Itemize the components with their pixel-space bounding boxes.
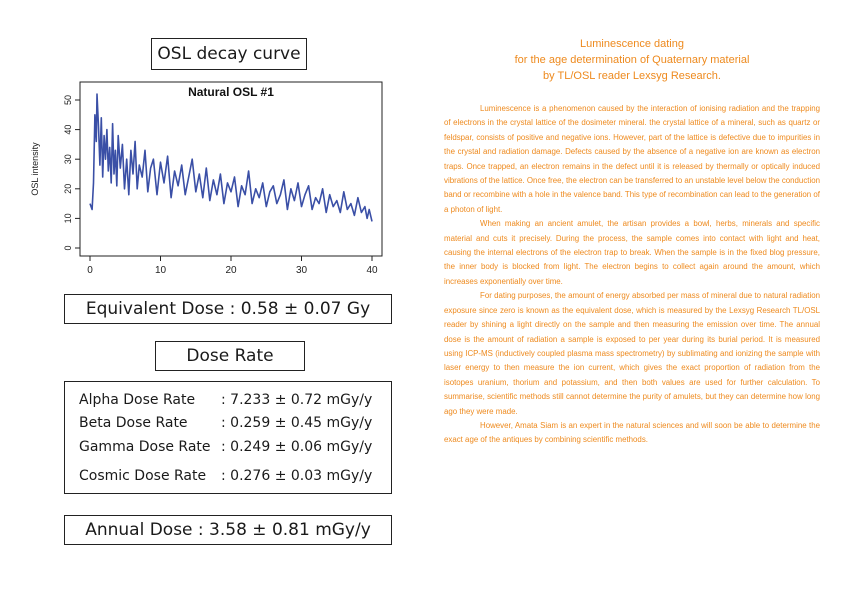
y-tick-label: 50 [63,94,73,106]
x-tick-label: 0 [87,265,93,276]
chart-title: Natural OSL #1 [188,85,274,99]
dose-rate-value: : 7.233 ± 0.72 mGy/y [221,392,373,408]
x-tick-label: 30 [295,265,308,276]
annual-dose-text: Annual Dose : 3.58 ± 0.81 mGy/y [85,520,371,540]
equivalent-dose-text: Equivalent Dose : 0.58 ± 0.07 Gy [85,299,371,319]
x-tick-label: 40 [366,265,378,276]
dose-rate-list [64,381,392,494]
y-axis-label: OSL intensity [30,142,40,196]
equivalent-dose-box [64,294,392,324]
dose-rate-title-box [155,341,305,371]
y-tick-label: 20 [63,183,73,194]
y-tick-label: 10 [63,213,73,224]
article-paragraph: However, Amata Siam is an expert in the natural sciences and will soon be able to determine the exact age of the antiques by combining scientific methods. [444,420,820,445]
chart-title-box [151,38,307,70]
dose-rate-title: Dose Rate [186,346,274,366]
y-tick-label: 0 [63,245,73,251]
dose-rate-label: Beta Dose Rate [79,415,188,431]
article [444,36,820,448]
article-title-line: Luminescence dating [580,38,684,50]
x-tick-label: 10 [154,265,167,276]
dose-rate-value: : 0.249 ± 0.06 mGy/y [221,439,373,455]
article-paragraph: For dating purposes, the amount of energy absorbed per mass of mineral due to natural radiation exposure since zero is known as the equivalent dose, which is measured by the Lexsyg Research TL/OSL reader by shining a light directly on the sample and then measuring the emission over time. The annual dose is the amount of radiation a sample is exposed to per year during its burial period. It is measured using ICP-MS (inductively coupled plasma mass spectrometry) by sublimating and ionizing the sample with laser energy to then measure the ion current, which gives the exact proportion of radiation from the isotopes uranium, thorium and potassium, and then both values are used for further calculation. To summarise, scientific methods still cannot determine the purity of amulets, but they can determine how long ago they were made. [444,291,820,416]
dose-rate-value: : 0.259 ± 0.45 mGy/y [221,415,373,431]
dose-rate-value: : 0.276 ± 0.03 mGy/y [221,468,373,484]
article-paragraph: When making an ancient amulet, the artisan provides a bowl, herbs, minerals and specific material and cuts it precisely. During the process, the sample comes into contact with light and heat, causing the internal electrons of the electron trap to break. When the sample is in the fixed blog pressure, the inner body is blocked from light. The electron begins to collect again around the amount, which increases exponentially over time. [444,219,820,286]
dose-rate-label: Alpha Dose Rate [79,392,196,408]
article-title-line: by TL/OSL reader Lexsyg Research. [543,70,721,82]
y-tick-label: 40 [63,124,73,135]
chart-box-title: OSL decay curve [157,44,301,64]
x-tick-label: 20 [225,265,237,276]
osl-series-line [90,94,372,221]
y-tick-label: 30 [63,154,73,165]
dose-rate-label: Gamma Dose Rate [79,439,211,455]
annual-dose-box [64,515,392,545]
article-title-line: for the age determination of Quaternary material [514,54,750,66]
dose-rate-label: Cosmic Dose Rate [79,468,207,484]
osl-decay-chart [0,78,400,288]
article-title [444,36,820,84]
article-paragraph: Luminescence is a phenomenon caused by the interaction of ionising radiation and the trapping of electrons in the crystal lattice of the dosimeter mineral. the crystal lattice of a mineral, such as quartz or feldspar, consists of positive and negative ions. However, part of the lattice is defective due to impurities in the crystal and radiation damage. Defects caused by the absence of a negative ion are known as electron traps. Once trapped, an electron remains in the defect until it is released by thermally or optically induced vibrations of the lattice. Once free, the electron can be transferred to an unstable level below the conduction band or recombine with a hole in the valence band. This type of recombination can lead to the generation of a photon of light. [444,104,820,214]
